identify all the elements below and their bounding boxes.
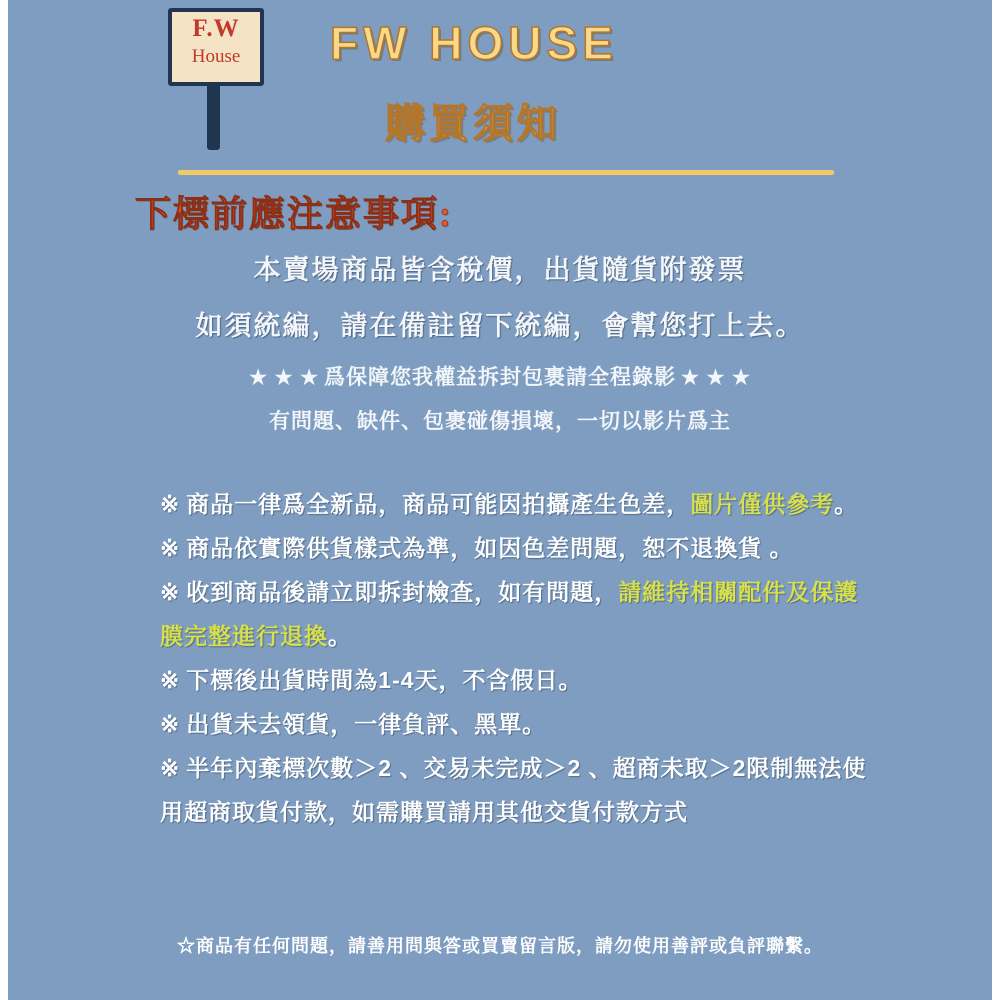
intro-line-3 [0,361,1000,391]
list-item-text: 下標後出貨時間為1-4天，不含假日。 [186,667,583,693]
intro-line-4: 有問題、缺件、包裹碰傷損壞，一切以影片爲主 [269,410,731,433]
list-item [160,482,880,526]
list-item-text: 半年內棄標次數＞2 、交易未完成＞2 、超商未取＞2限制無法使用超商取貨付款，如需購買請用其他交貨付款方式 [160,755,867,825]
logo-line-2: House [191,46,241,67]
logo-line-1: F.W [192,15,240,42]
logo-signpost-icon [207,84,220,150]
brand-title: FW HOUSE [330,17,618,69]
intro-line-1: 本賣場商品皆含稅價，出貨隨貨附發票 [253,255,747,285]
bullet-mark-icon: ※ [160,755,181,781]
list-item-text: 商品依實際供貨樣式為準，如因色差問題，恕不退換貨 。 [186,535,794,561]
list-item-text: 收到商品後請立即拆封檢查，如有問題， [186,579,619,605]
page-header [0,0,1000,155]
section-heading: 下標前應注意事項: [135,194,453,234]
list-item-tail: 。 [834,491,859,517]
list-item [160,570,880,658]
bullet-mark-icon: ※ [160,491,181,517]
stars-left-icon: ★ ★ ★ [249,367,319,389]
page-subtitle: 購買須知 [385,101,561,146]
list-item [160,746,880,834]
list-item [160,702,880,746]
bullet-mark-icon: ※ [160,579,181,605]
bullet-mark-icon: ※ [160,535,181,561]
list-item-text: 商品一律爲全新品，商品可能因拍攝產生色差， [186,491,691,517]
fw-house-logo [168,8,264,86]
notes-list [160,482,880,834]
intro-block [0,248,1000,435]
list-item-highlight: 請維持相關配件及保護膜完整進行退換 [160,579,859,649]
list-item [160,526,880,570]
header-divider [178,170,834,175]
list-item-highlight: 圖片僅供參考 [690,491,835,517]
bullet-mark-icon: ※ [160,711,181,737]
bullet-mark-icon: ※ [160,667,181,693]
list-item [160,658,880,702]
footer-note: ☆商品有任何問題，請善用問與答或買賣留言版，請勿使用善評或負評聯繫。 [177,936,823,956]
list-item-text: 出貨未去領貨，一律負評、黑單。 [186,711,547,737]
stars-right-icon: ★ ★ ★ [681,367,751,389]
intro-line-3-text: 爲保障您我權益拆封包裹請全程錄影 [324,366,676,389]
intro-line-2: 如須統編，請在備註留下統編，會幫您打上去。 [195,311,805,341]
list-item-tail: 。 [328,623,352,649]
